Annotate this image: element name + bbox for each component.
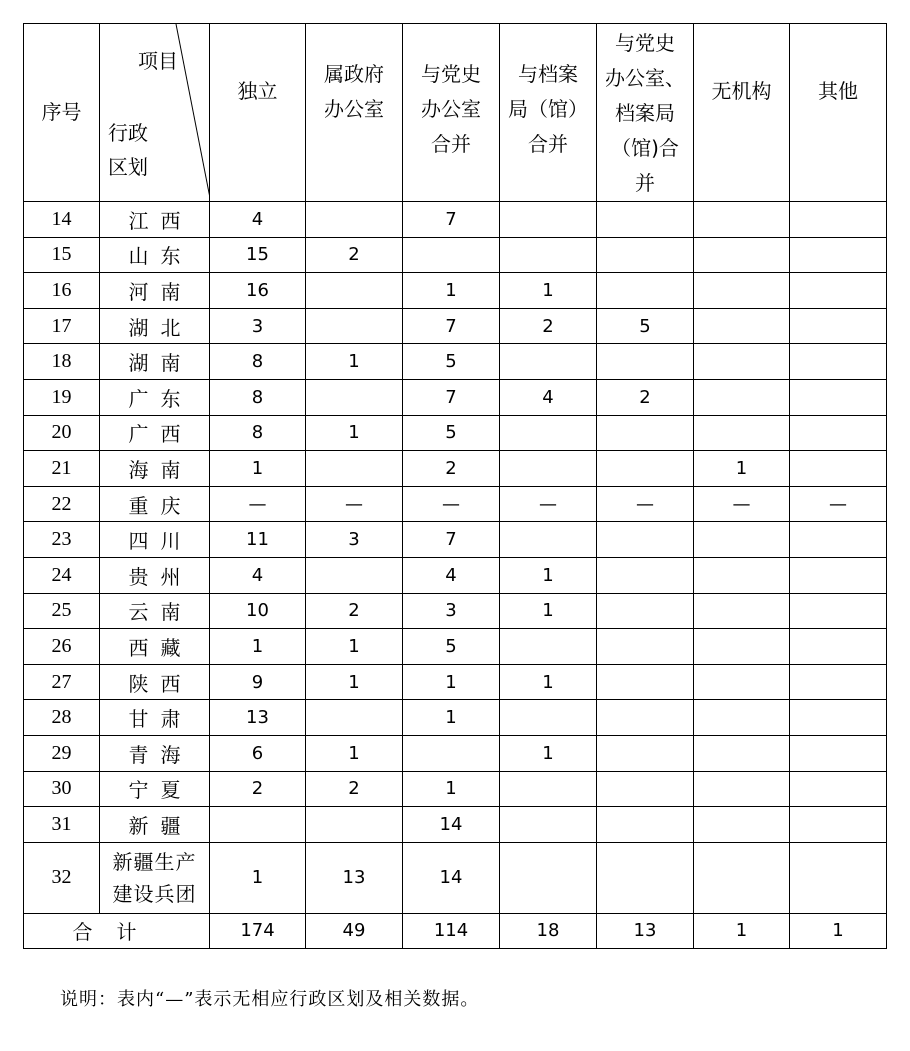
row-region-line: 新疆生产: [112, 849, 197, 874]
row-region: 广西: [100, 415, 210, 451]
cell-no-agency: —: [694, 486, 790, 522]
table-row: [24, 237, 887, 273]
cell-archives-merged: 1: [500, 664, 597, 700]
cell-party-history-merged: 14: [403, 842, 500, 913]
table-row: [24, 735, 887, 771]
table-row: [24, 700, 887, 736]
cell-party-archives-merged: 5: [597, 308, 694, 344]
row-seq: 14: [24, 202, 100, 238]
header-col-line: （馆)合: [611, 136, 679, 160]
cell-no-agency: [694, 379, 790, 415]
cell-independent: 6: [210, 735, 306, 771]
cell-independent: 9: [210, 664, 306, 700]
row-region: 宁夏: [100, 771, 210, 807]
cell-independent: 2: [210, 771, 306, 807]
header-col-party-history-merged: [403, 24, 500, 202]
row-region: 江西: [100, 202, 210, 238]
cell-govt-office: 1: [306, 664, 403, 700]
cell-party-archives-merged: [597, 629, 694, 665]
cell-archives-merged: 1: [500, 735, 597, 771]
row-seq: 18: [24, 344, 100, 380]
cell-party-history-merged: 5: [403, 629, 500, 665]
cell-govt-office: 3: [306, 522, 403, 558]
row-seq: 20: [24, 415, 100, 451]
cell-govt-office: [306, 379, 403, 415]
cell-no-agency: [694, 629, 790, 665]
cell-archives-merged: [500, 415, 597, 451]
table-row: [24, 415, 887, 451]
cell-other: [790, 842, 887, 913]
cell-party-archives-merged: [597, 842, 694, 913]
row-seq: 26: [24, 629, 100, 665]
cell-archives-merged: [500, 344, 597, 380]
cell-party-history-merged: —: [403, 486, 500, 522]
table-row: [24, 486, 887, 522]
cell-archives-merged: 1: [500, 557, 597, 593]
header-col-line: 局（馆）: [508, 97, 588, 121]
header-col-line: 与党史: [615, 31, 675, 55]
cell-no-agency: [694, 700, 790, 736]
cell-independent: 1: [210, 842, 306, 913]
cell-party-history-merged: 5: [403, 415, 500, 451]
cell-independent: 4: [210, 557, 306, 593]
cell-no-agency: [694, 202, 790, 238]
cell-party-history-merged: 5: [403, 344, 500, 380]
row-seq: 25: [24, 593, 100, 629]
header-col-line: 属政府: [324, 61, 384, 86]
cell-party-archives-merged: [597, 700, 694, 736]
cell-govt-office: [306, 557, 403, 593]
row-region: 陕西: [100, 664, 210, 700]
cell-party-history-merged: 14: [403, 807, 500, 843]
cell-party-history-merged: 7: [403, 202, 500, 238]
cell-other: [790, 807, 887, 843]
row-seq: 15: [24, 237, 100, 273]
cell-independent: 11: [210, 522, 306, 558]
header-col-line: 与档案: [518, 62, 578, 86]
cell-independent: 15: [210, 237, 306, 273]
cell-no-agency: [694, 593, 790, 629]
cell-other: [790, 557, 887, 593]
cell-govt-office: 2: [306, 593, 403, 629]
cell-govt-office: [306, 202, 403, 238]
header-col-other: [790, 24, 887, 202]
cell-party-archives-merged: 2: [597, 379, 694, 415]
row-region: 湖北: [100, 308, 210, 344]
row-seq: 30: [24, 771, 100, 807]
cell-other: [790, 202, 887, 238]
cell-no-agency: [694, 771, 790, 807]
cell-independent: [210, 807, 306, 843]
cell-party-history-merged: [403, 237, 500, 273]
cell-other: —: [790, 486, 887, 522]
cell-independent: 1: [210, 629, 306, 665]
cell-party-archives-merged: [597, 451, 694, 487]
cell-govt-office: 13: [306, 842, 403, 913]
table-row: [24, 807, 887, 843]
cell-no-agency: [694, 344, 790, 380]
cell-archives-merged: 1: [500, 593, 597, 629]
cell-party-archives-merged: [597, 664, 694, 700]
cell-other: [790, 664, 887, 700]
cell-other: [790, 237, 887, 273]
header-diagonal-cell: [100, 24, 210, 202]
row-region: 海南: [100, 451, 210, 487]
row-seq: 17: [24, 308, 100, 344]
cell-archives-merged: [500, 807, 597, 843]
table-row: [24, 593, 887, 629]
row-region: 广东: [100, 379, 210, 415]
cell-other: [790, 593, 887, 629]
row-seq: 24: [24, 557, 100, 593]
cell-party-archives-merged: —: [597, 486, 694, 522]
header-col-govt-office: [306, 24, 403, 202]
cell-independent: 8: [210, 415, 306, 451]
cell-archives-merged: [500, 700, 597, 736]
total-other: 1: [790, 913, 887, 948]
row-region: 西藏: [100, 629, 210, 665]
cell-other: [790, 415, 887, 451]
row-seq: 16: [24, 273, 100, 309]
cell-govt-office: 2: [306, 771, 403, 807]
cell-other: [790, 771, 887, 807]
header-col-line: 并: [635, 171, 655, 195]
row-region: 四川: [100, 522, 210, 558]
cell-party-history-merged: [403, 735, 500, 771]
row-seq: 29: [24, 735, 100, 771]
row-region: 湖南: [100, 344, 210, 380]
row-seq: 31: [24, 807, 100, 843]
cell-party-archives-merged: [597, 593, 694, 629]
row-seq: 28: [24, 700, 100, 736]
header-col-line: 办公室: [421, 97, 481, 121]
cell-independent: 1: [210, 451, 306, 487]
row-region: 青海: [100, 735, 210, 771]
table-row: [24, 273, 887, 309]
cell-no-agency: [694, 415, 790, 451]
cell-archives-merged: [500, 629, 597, 665]
cell-other: [790, 451, 887, 487]
cell-archives-merged: —: [500, 486, 597, 522]
cell-party-archives-merged: [597, 771, 694, 807]
cell-party-archives-merged: [597, 415, 694, 451]
table-row: [24, 557, 887, 593]
cell-archives-merged: 1: [500, 273, 597, 309]
header-col-line: 合并: [431, 132, 471, 156]
cell-no-agency: 1: [694, 451, 790, 487]
cell-party-history-merged: 1: [403, 273, 500, 309]
footnote: 说明：表内“—”表示无相应行政区划及相关数据。: [60, 989, 480, 1010]
total-party-archives-merged: 13: [597, 913, 694, 948]
cell-archives-merged: [500, 842, 597, 913]
header-item-label: 项目: [138, 49, 178, 73]
cell-govt-office: [306, 700, 403, 736]
cell-no-agency: [694, 664, 790, 700]
header-col-line: 无机构: [711, 79, 772, 103]
row-seq: 27: [24, 664, 100, 700]
cell-archives-merged: [500, 522, 597, 558]
header-col-line: 与党史: [421, 62, 481, 86]
total-party-history-merged: 114: [403, 913, 500, 948]
cell-other: [790, 273, 887, 309]
cell-govt-office: 1: [306, 415, 403, 451]
header-region-label: [108, 116, 158, 184]
table-row: [24, 522, 887, 558]
cell-govt-office: 2: [306, 237, 403, 273]
header-row: [24, 24, 887, 202]
header-col-line: 档案局: [615, 101, 675, 125]
table-row: [24, 202, 887, 238]
cell-independent: 13: [210, 700, 306, 736]
cell-other: [790, 629, 887, 665]
row-region: 云南: [100, 593, 210, 629]
cell-party-archives-merged: [597, 344, 694, 380]
cell-archives-merged: [500, 451, 597, 487]
cell-party-history-merged: 7: [403, 308, 500, 344]
cell-party-history-merged: 1: [403, 700, 500, 736]
row-seq: 23: [24, 522, 100, 558]
cell-party-history-merged: 1: [403, 664, 500, 700]
header-col-no-agency: [694, 24, 790, 202]
header-region-line-2: 区划: [108, 155, 148, 179]
header-col-line: 其他: [818, 79, 858, 103]
cell-archives-merged: 2: [500, 308, 597, 344]
table-row: [24, 664, 887, 700]
cell-no-agency: [694, 273, 790, 309]
cell-no-agency: [694, 807, 790, 843]
statistics-table: [23, 23, 887, 949]
cell-no-agency: [694, 522, 790, 558]
table-row: [24, 344, 887, 380]
table-row: [24, 842, 887, 913]
row-region: 山东: [100, 237, 210, 273]
cell-no-agency: [694, 842, 790, 913]
cell-party-archives-merged: [597, 522, 694, 558]
row-region-line: 建设兵团: [112, 881, 197, 906]
cell-party-history-merged: 4: [403, 557, 500, 593]
header-col-archives-merged: [500, 24, 597, 202]
cell-no-agency: [694, 557, 790, 593]
total-govt-office: 49: [306, 913, 403, 948]
cell-independent: —: [210, 486, 306, 522]
cell-govt-office: 1: [306, 735, 403, 771]
cell-no-agency: [694, 735, 790, 771]
total-independent: 174: [210, 913, 306, 948]
row-region: 贵州: [100, 557, 210, 593]
header-col-independent: [210, 24, 306, 202]
cell-party-archives-merged: [597, 202, 694, 238]
cell-govt-office: [306, 451, 403, 487]
row-region: [100, 842, 210, 913]
cell-govt-office: [306, 273, 403, 309]
table-row: [24, 629, 887, 665]
cell-other: [790, 735, 887, 771]
cell-govt-office: [306, 308, 403, 344]
cell-other: [790, 522, 887, 558]
cell-party-history-merged: 3: [403, 593, 500, 629]
header-seq: 序号: [24, 24, 100, 202]
cell-govt-office: 1: [306, 344, 403, 380]
header-col-line: 办公室: [324, 96, 384, 121]
cell-party-archives-merged: [597, 237, 694, 273]
table-row: [24, 308, 887, 344]
cell-party-history-merged: 1: [403, 771, 500, 807]
table-row: [24, 771, 887, 807]
cell-party-history-merged: 7: [403, 522, 500, 558]
row-region: 河南: [100, 273, 210, 309]
cell-archives-merged: [500, 237, 597, 273]
total-no-agency: 1: [694, 913, 790, 948]
header-col-line: 办公室、: [605, 66, 685, 90]
cell-other: [790, 379, 887, 415]
cell-other: [790, 344, 887, 380]
row-seq: 19: [24, 379, 100, 415]
row-seq: 22: [24, 486, 100, 522]
cell-independent: 8: [210, 379, 306, 415]
cell-party-archives-merged: [597, 557, 694, 593]
table-row: [24, 379, 887, 415]
cell-no-agency: [694, 308, 790, 344]
cell-independent: 8: [210, 344, 306, 380]
cell-archives-merged: 4: [500, 379, 597, 415]
cell-other: [790, 308, 887, 344]
row-seq: 21: [24, 451, 100, 487]
cell-govt-office: [306, 807, 403, 843]
header-col-line: 独立: [237, 79, 278, 103]
cell-archives-merged: [500, 771, 597, 807]
total-archives-merged: 18: [500, 913, 597, 948]
cell-party-archives-merged: [597, 273, 694, 309]
cell-independent: 10: [210, 593, 306, 629]
total-label: 合计: [24, 913, 210, 948]
table-row: [24, 451, 887, 487]
header-region-line-1: 行政: [108, 121, 148, 145]
cell-party-archives-merged: [597, 735, 694, 771]
cell-independent: 16: [210, 273, 306, 309]
cell-party-archives-merged: [597, 807, 694, 843]
row-region: 甘肃: [100, 700, 210, 736]
cell-archives-merged: [500, 202, 597, 238]
header-col-party-archives-merged: [597, 24, 694, 202]
cell-no-agency: [694, 237, 790, 273]
cell-party-history-merged: 7: [403, 379, 500, 415]
cell-govt-office: 1: [306, 629, 403, 665]
cell-other: [790, 700, 887, 736]
cell-party-history-merged: 2: [403, 451, 500, 487]
row-region: 重庆: [100, 486, 210, 522]
cell-independent: 4: [210, 202, 306, 238]
total-row: [24, 913, 887, 948]
cell-govt-office: —: [306, 486, 403, 522]
header-col-line: 合并: [528, 132, 568, 156]
row-region: 新疆: [100, 807, 210, 843]
cell-independent: 3: [210, 308, 306, 344]
row-seq: 32: [24, 842, 100, 913]
